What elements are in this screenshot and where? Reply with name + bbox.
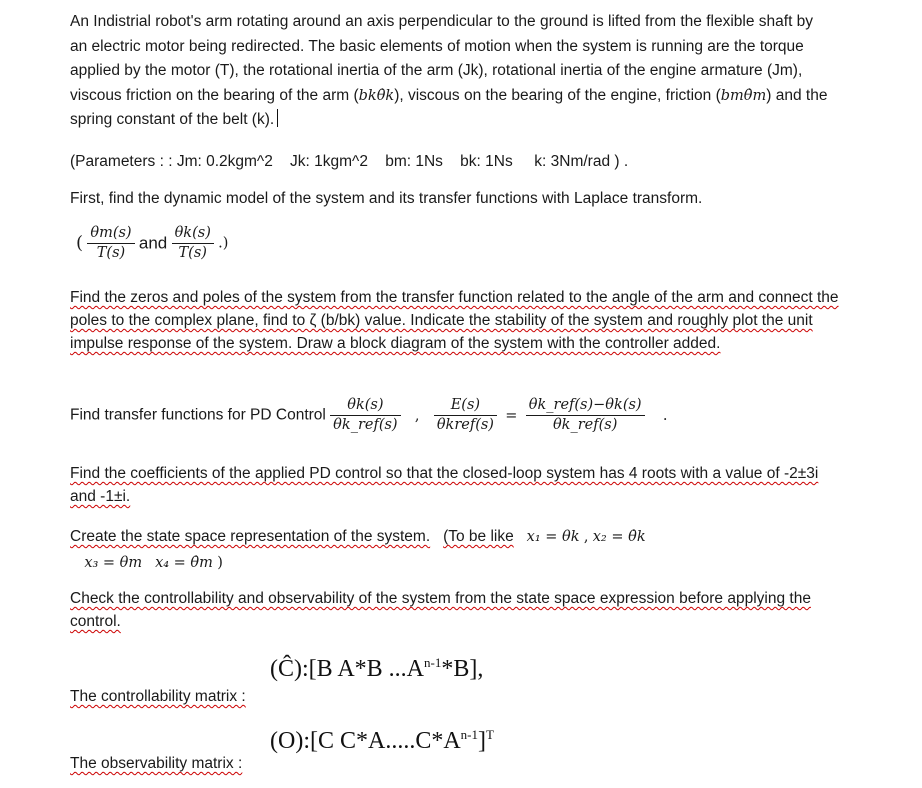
tf-and: and xyxy=(138,233,168,253)
state-x2: x₂ = θ̇k xyxy=(592,529,646,545)
observability-transpose: T xyxy=(486,727,494,742)
param-jm: Jm: 0.2kgm^2 xyxy=(176,153,273,170)
state-x1: x₁ = θk xyxy=(526,529,580,545)
pd-tf1-denominator: θk_ref(s) xyxy=(333,417,398,433)
observability-exponent: n-1 xyxy=(460,727,479,742)
task-pd-coefficients xyxy=(70,462,840,508)
observability-formula-text: (O):[C C*A.....C*A xyxy=(270,728,461,754)
pd-tf3-numerator: θk_ref(s)−θk(s) xyxy=(526,396,645,416)
bk-theta-dot: bkθ̇k xyxy=(358,87,395,104)
observability-formula xyxy=(270,727,494,755)
state-space-text: Create the state space representation of the system. xyxy=(70,528,431,545)
pd-tf3-denominator: θk_ref(s) xyxy=(552,417,618,433)
task-pd-coefficients-text: Find the coefficients of the applied PD control so that the closed-loop system has 4 roots with a value of -2±3i and -1±i. xyxy=(70,465,819,505)
tf-theta-k-over-t xyxy=(172,224,214,263)
controllability-formula-end: *B], xyxy=(441,656,484,682)
pd-tf1-numerator: θk(s) xyxy=(330,396,400,416)
controllability-label-text: The controllability matrix : xyxy=(70,688,246,705)
tf-open-paren: ( xyxy=(76,232,84,254)
param-bk: bk: 1Ns xyxy=(460,153,513,170)
state-x4: x₄ = θ̇m xyxy=(155,555,213,571)
intro-paragraph xyxy=(70,10,830,133)
task-zeros-poles xyxy=(70,286,840,355)
pd-tf2-numerator: E(s) xyxy=(434,396,497,416)
task-controllability-observability xyxy=(70,587,840,633)
bm-theta-dot: bmθ̇m xyxy=(720,87,767,104)
observability-label-text: The observability matrix : xyxy=(70,755,243,772)
param-jk: Jk: 1kgm^2 xyxy=(290,153,368,170)
state-comma: , xyxy=(583,529,589,545)
params-label: (Parameters : : xyxy=(70,153,177,170)
transfer-function-pair xyxy=(76,224,228,263)
pd-tf-error xyxy=(434,396,497,435)
controllability-formula-text: (Ĉ):[B A*B ...A xyxy=(270,656,425,682)
state-x3: x₃ = θm xyxy=(84,555,143,571)
pd-control-section xyxy=(70,396,668,435)
intro-text-1: An Indistrial robot's arm rotating around an axis perpendicular to the ground is lifted from the flexible shaft by an electric motor being redirected. The basic elements of motion when the system is running are the torque applied by the motor (T), the rotational inertia of the arm (Jk), rotational inertia of the engine armature (Jm), viscous friction on the bearing of the arm ( xyxy=(70,13,814,104)
parameters-line xyxy=(70,151,840,174)
task-dynamic-model: First, find the dynamic model of the system and its transfer functions with Laplace transform. xyxy=(70,190,703,207)
intro-text-3: ) and the spring constant of the belt (k). xyxy=(70,86,828,128)
params-close: ) . xyxy=(614,153,629,170)
pd-tf2-denominator: θkref(s) xyxy=(436,417,494,433)
tf-theta-m-over-t xyxy=(87,224,134,263)
text-cursor xyxy=(277,109,278,127)
state-space-section xyxy=(70,524,850,576)
pd-tf-closed-loop xyxy=(330,396,400,435)
tf1-numerator: θm(s) xyxy=(87,224,134,244)
param-k: k: 3Nm/rad xyxy=(534,153,611,170)
controllability-label xyxy=(70,686,840,709)
task-zeros-poles-text: Find the zeros and poles of the system from the transfer function related to the angle of the arm and connect the poles to the complex plane, find to ζ (b/bk) value. Indicate the stability of the system and roughly plot the unit impulse response of the system. Draw a block diagram of the system with the controller added. xyxy=(70,289,839,352)
observability-label xyxy=(70,753,840,776)
tf1-denominator: T(s) xyxy=(96,245,126,261)
pd-period: . xyxy=(662,407,668,424)
observability-formula-end: ] xyxy=(478,728,487,754)
task-controllability-text: Check the controllability and observability of the system from the state space expression before applying the control. xyxy=(70,590,811,630)
controllability-formula xyxy=(270,655,483,683)
tf2-numerator: θk(s) xyxy=(172,224,214,244)
pd-equals: = xyxy=(505,407,518,424)
state-close-paren: ) xyxy=(217,555,223,571)
pd-tf-error-expanded xyxy=(526,396,645,435)
intro-text-2: ), viscous on the bearing of the engine, friction ( xyxy=(394,86,721,104)
state-space-hint: (To be like xyxy=(443,528,514,545)
tf2-denominator: T(s) xyxy=(178,245,207,261)
pd-comma: , xyxy=(414,407,420,424)
pd-label: Find transfer functions for PD Control xyxy=(70,406,326,424)
tf-close-paren: .) xyxy=(218,235,229,252)
controllability-exponent: n-1 xyxy=(424,655,442,670)
param-bm: bm: 1Ns xyxy=(385,153,443,170)
